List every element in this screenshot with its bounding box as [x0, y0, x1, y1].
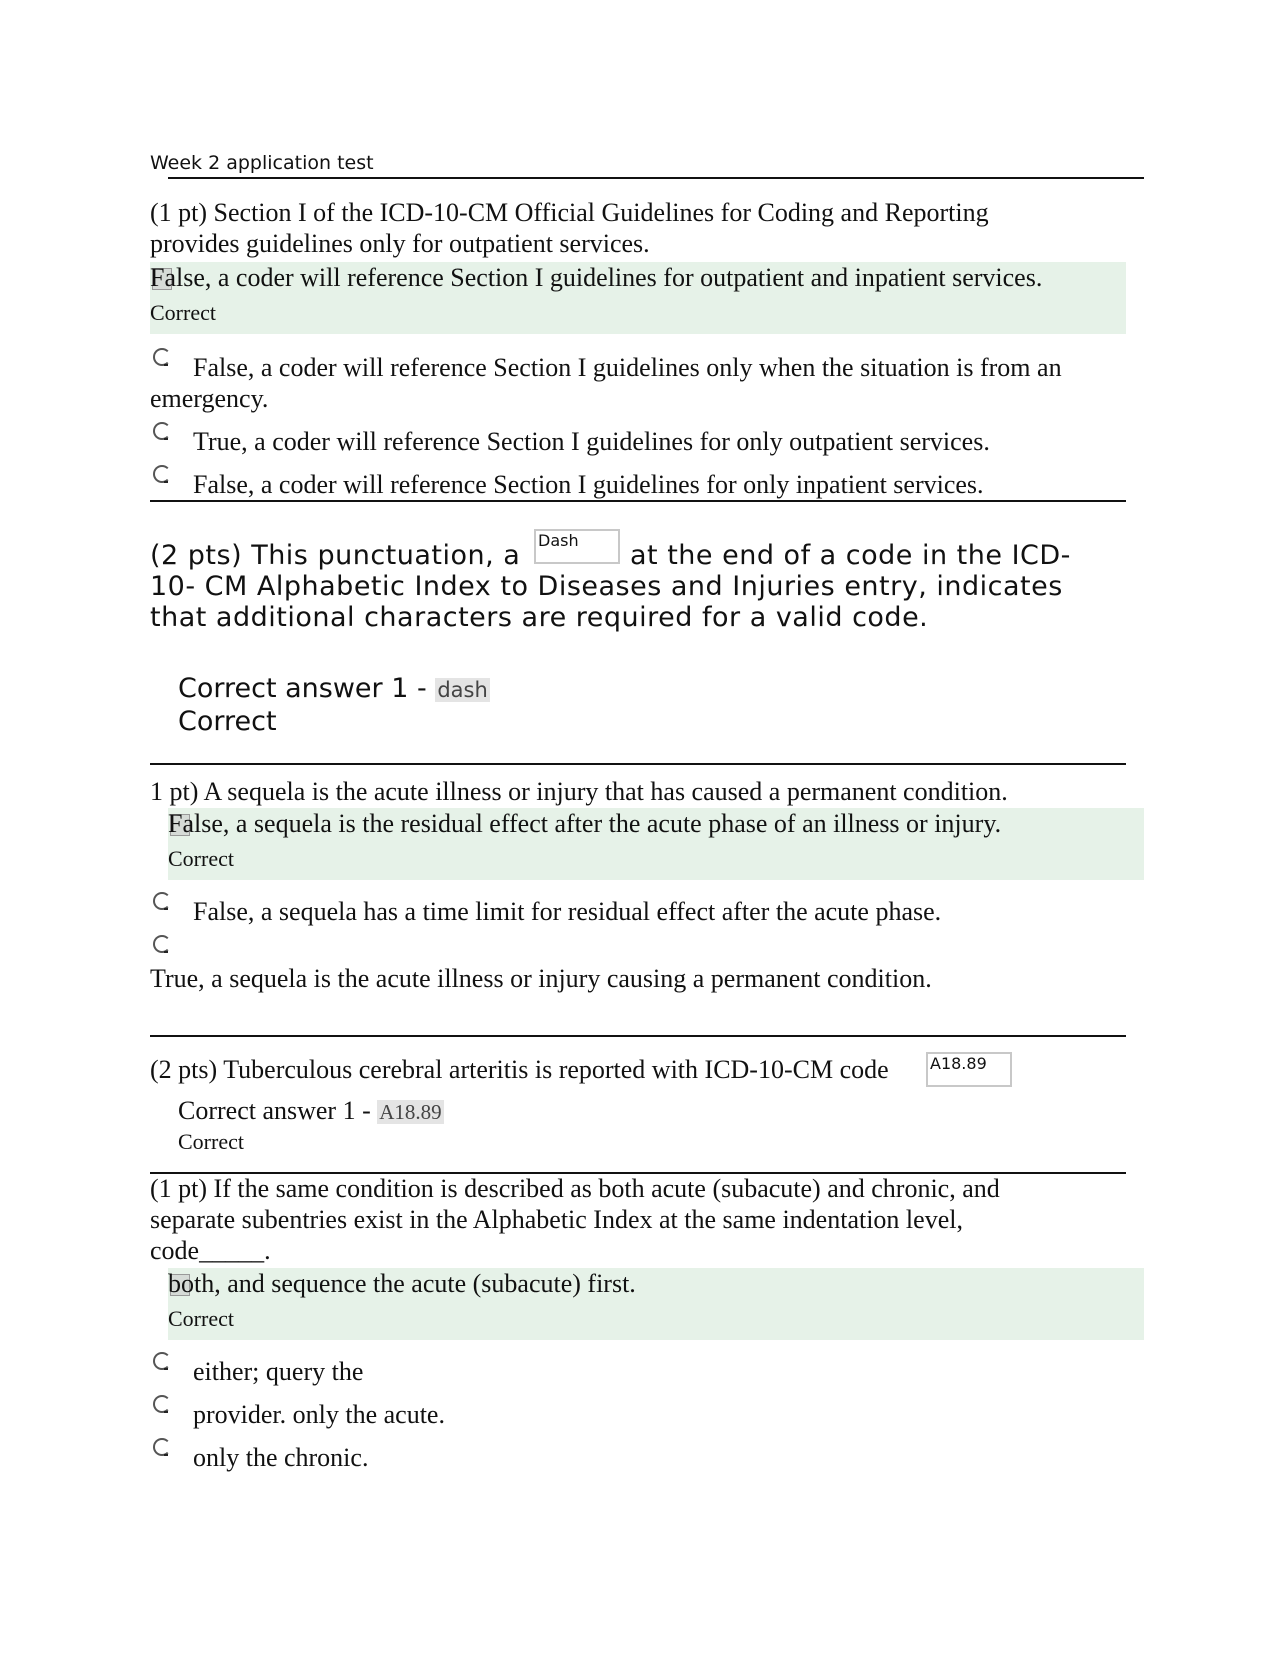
- q4-feedback: [178, 1095, 778, 1154]
- q2-text-before: (2 pts) This punctuation, a: [150, 540, 521, 571]
- q2-answer-input[interactable]: Dash: [534, 529, 620, 564]
- q1-option-2-text: True, a coder will reference Section I guidelines for only outpatient services.: [193, 427, 990, 456]
- q3-option-2-radio[interactable]: [153, 935, 171, 955]
- q1-selected-answer: [150, 262, 1126, 334]
- q5-option-1-text: either; query the: [193, 1357, 364, 1386]
- q3-question-text: 1 pt) A sequela is the acute illness or injury that has caused a permanent condition.: [150, 777, 1008, 806]
- q1-option-1-text: False, a coder will reference Section I guidelines only when the situation is from an emergency.: [150, 353, 1062, 413]
- q1-question-text: (1 pt) Section I of the ICD-10-CM Official Guidelines for Coding and Reporting provides guidelines only for outpatient services.: [150, 198, 989, 258]
- q1-option-3-text: False, a coder will reference Section I guidelines for only inpatient services.: [193, 470, 984, 499]
- title-rule: [168, 177, 1144, 179]
- q5-correct-label: Correct: [168, 1306, 234, 1331]
- q1-selected-text: False, a coder will reference Section I guidelines for outpatient and inpatient services.: [150, 263, 1043, 292]
- q5-option-2-text: provider. only the acute.: [193, 1400, 445, 1429]
- q2-feedback: [178, 672, 778, 737]
- q2-text-after: at the end of a code in the ICD-10- CM Alphabetic Index to Diseases and Injuries entry, indicates that additional characters are required for a valid code.: [150, 540, 1071, 633]
- q5-option-3-radio[interactable]: [153, 1438, 171, 1458]
- q3-separator: [150, 1035, 1126, 1037]
- q5-selected-text: both, and sequence the acute (subacute) first.: [168, 1269, 636, 1298]
- q4-correct-answer-value: A18.89: [379, 1100, 442, 1124]
- q4-answer-input[interactable]: A18.89: [926, 1052, 1012, 1087]
- q4-correct-label: Correct: [178, 1129, 244, 1154]
- q1-separator: [150, 500, 1126, 502]
- q3-selected-answer: [168, 808, 1144, 880]
- q5-option-3-text: only the chronic.: [193, 1443, 369, 1472]
- q2-correct-answer-value: dash: [437, 678, 488, 702]
- q2-separator: [150, 763, 1126, 765]
- q3-option-1-text: False, a sequela has a time limit for residual effect after the acute phase.: [193, 897, 942, 926]
- document-title: Week 2 application test: [150, 152, 374, 174]
- q2-correct-label: Correct: [178, 706, 277, 737]
- q3-correct-label: Correct: [168, 846, 234, 871]
- q1-correct-label: Correct: [150, 300, 216, 325]
- q4-question-text: (2 pts) Tuberculous cerebral arteritis is reported with ICD-10-CM code: [150, 1055, 889, 1084]
- q5-option-1-radio[interactable]: [153, 1352, 171, 1372]
- q5-question-text: (1 pt) If the same condition is described as both acute (subacute) and chronic, and separate subentries exist in the Alphabetic Index at the same indentation level, code_____.: [150, 1174, 1000, 1265]
- q1-option-2-radio[interactable]: [153, 422, 171, 442]
- q3-option-2-text: True, a sequela is the acute illness or injury causing a permanent condition.: [150, 964, 932, 993]
- q3-selected-text: False, a sequela is the residual effect after the acute phase of an illness or injury.: [168, 809, 1002, 838]
- q2-correct-answer-label: Correct answer 1 -: [178, 673, 427, 704]
- q5-selected-answer: [168, 1268, 1144, 1340]
- q1-option-3-radio[interactable]: [153, 465, 171, 485]
- q3-option-1-radio[interactable]: [153, 892, 171, 912]
- q4-correct-answer-label: Correct answer 1 -: [178, 1096, 371, 1125]
- q5-option-2-radio[interactable]: [153, 1395, 171, 1415]
